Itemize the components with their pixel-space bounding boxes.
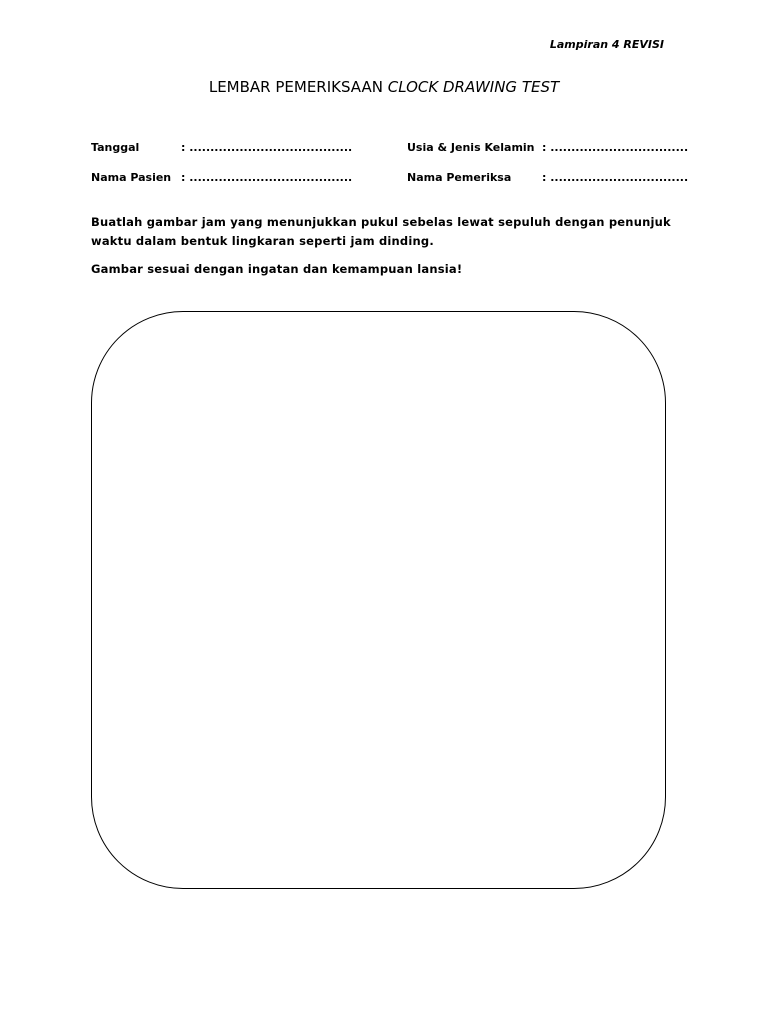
title-plain: LEMBAR PEMERIKSAAN bbox=[208, 78, 383, 96]
field-nama-pemeriksa[interactable] bbox=[407, 171, 689, 184]
field-tanggal-label: Tanggal bbox=[91, 141, 140, 154]
field-nama-pasien[interactable] bbox=[91, 171, 353, 184]
field-tanggal[interactable] bbox=[91, 141, 353, 154]
instruction-note: Gambar sesuai dengan ingatan dan kemampuan lansia! bbox=[91, 262, 463, 276]
field-nama-pasien-value[interactable]: : ....................................... bbox=[181, 171, 353, 184]
title-italic: CLOCK DRAWING TEST bbox=[387, 78, 560, 96]
field-nama-pasien-label: Nama Pasien bbox=[91, 171, 172, 184]
attachment-label: Lampiran 4 REVISI bbox=[549, 38, 664, 51]
clock-drawing-area[interactable] bbox=[91, 311, 666, 889]
document-title bbox=[0, 78, 768, 96]
instruction-text: Buatlah gambar jam yang menunjukkan pukul sebelas lewat sepuluh dengan penunjuk waktu dalam bentuk lingkaran seperti jam dinding. bbox=[91, 215, 671, 248]
field-nama-pemeriksa-value[interactable]: : ................................. bbox=[542, 171, 689, 184]
field-usia-jenis-kelamin[interactable] bbox=[407, 141, 689, 154]
field-usia-value[interactable]: : ................................. bbox=[542, 141, 689, 154]
field-tanggal-value[interactable]: : ....................................... bbox=[181, 141, 353, 154]
field-nama-pemeriksa-label: Nama Pemeriksa bbox=[407, 171, 512, 184]
field-usia-label: Usia & Jenis Kelamin bbox=[407, 141, 535, 154]
